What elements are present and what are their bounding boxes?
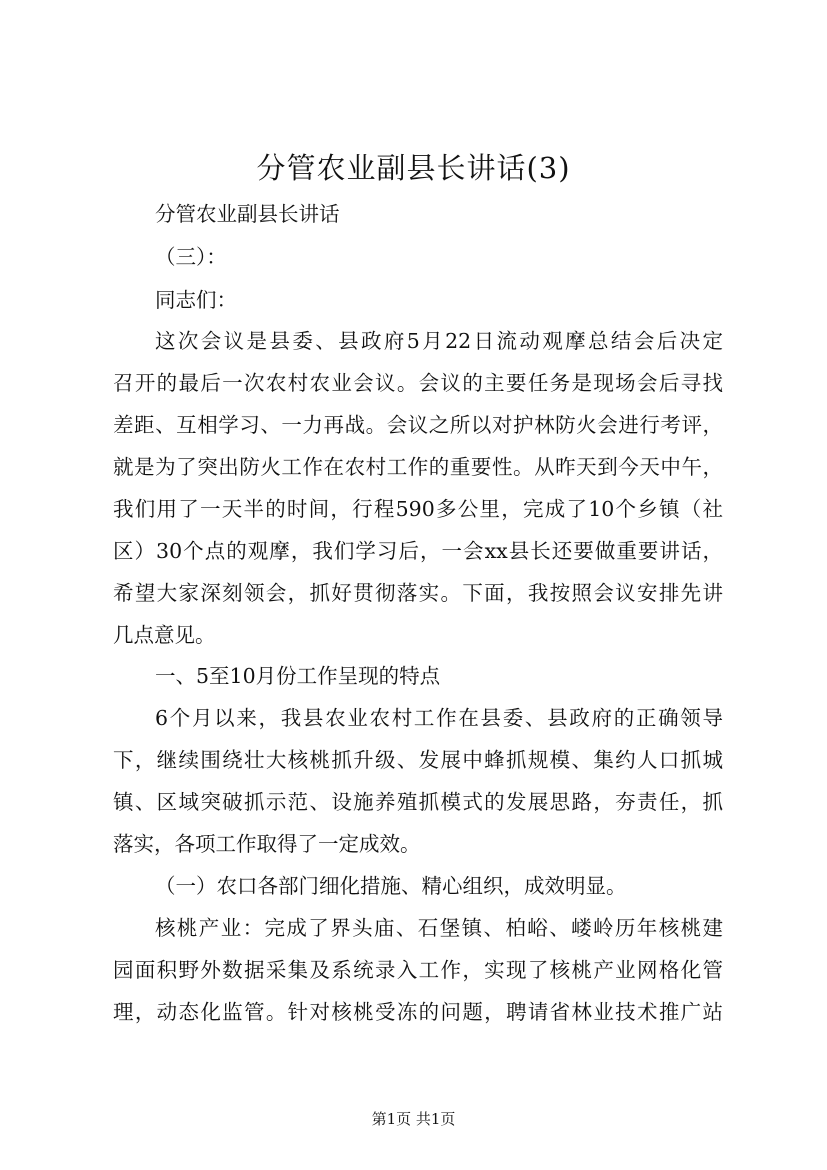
- body-line: 就是为了突出防火工作在农村工作的重要性。从昨天到今天中午，: [113, 455, 723, 479]
- body-line: 这次会议是县委、县政府5月22日流动观摩总结会后决定: [155, 329, 723, 353]
- body-line: 几点意见。: [113, 623, 216, 647]
- subtitle-line: 分管农业副县长讲话: [155, 202, 340, 226]
- subsection-heading: （一）农口各部门细化措施、精心组织，成效明显。: [155, 874, 627, 898]
- subtitle-number-line: （三）：: [155, 245, 227, 269]
- body-line: 我们用了一天半的时间，行程590多公里，完成了10个乡镇（社: [113, 497, 723, 521]
- section-heading: 一、5至10月份工作呈现的特点: [155, 664, 441, 688]
- document-title: 分管农业副县长讲话(3): [256, 151, 571, 185]
- salutation-line: 同志们：: [155, 288, 237, 312]
- body-line: 下，继续围绕壮大核桃抓升级、发展中蜂抓规模、集约人口抓城: [113, 748, 723, 772]
- body-line: 核桃产业：完成了界头庙、石堡镇、柏峪、嵝岭历年核桃建: [155, 916, 723, 940]
- page-footer: 第1页 共1页: [371, 1110, 456, 1128]
- body-line: 园面积野外数据采集及系统录入工作，实现了核桃产业网格化管: [113, 958, 723, 982]
- body-line: 6个月以来，我县农业农村工作在县委、县政府的正确领导: [155, 706, 723, 730]
- body-line: 召开的最后一次农村农业会议。会议的主要任务是现场会后寻找: [113, 371, 723, 395]
- body-line: 理，动态化监管。针对核桃受冻的问题，聘请省林业技术推广站: [113, 1000, 723, 1024]
- body-line: 落实，各项工作取得了一定成效。: [113, 832, 421, 856]
- body-line: 希望大家深刻领会，抓好贯彻落实。下面，我按照会议安排先讲: [113, 581, 723, 605]
- body-line: 镇、区域突破抓示范、设施养殖抓模式的发展思路，夯责任，抓: [113, 790, 723, 814]
- body-line: 差距、互相学习、一力再战。会议之所以对护林防火会进行考评，: [113, 413, 723, 437]
- body-line: 区）30个点的观摩，我们学习后，一会xx县长还要做重要讲话，: [113, 539, 723, 563]
